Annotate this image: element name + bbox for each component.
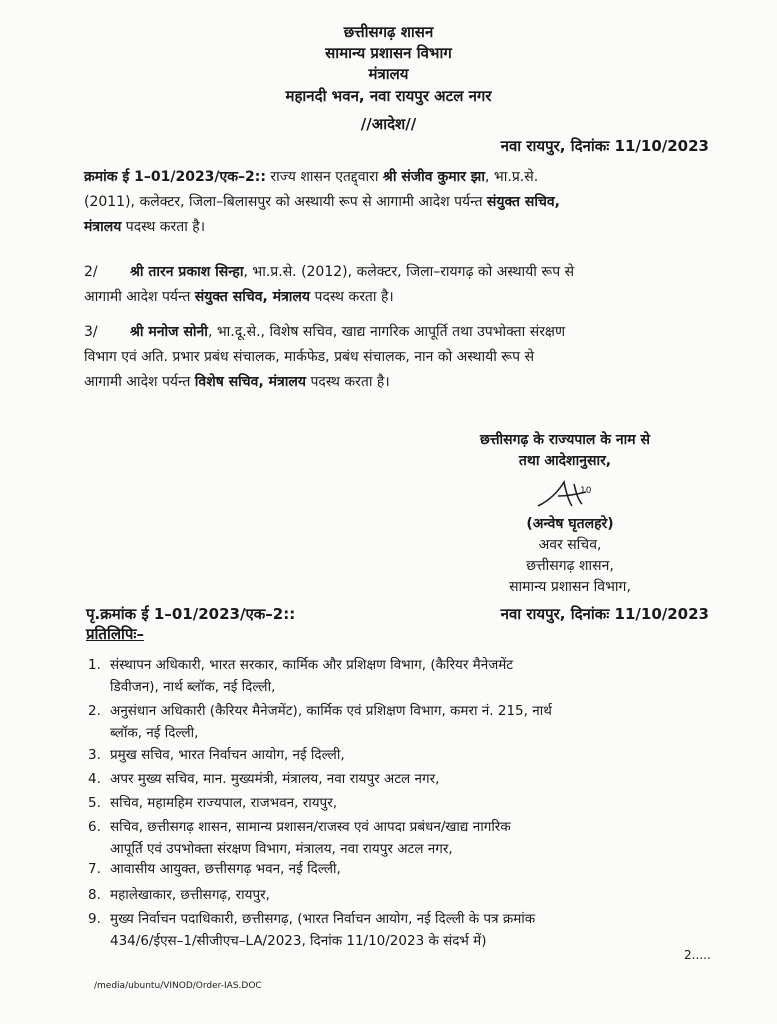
copy-to-heading: प्रतिलिपिः– [86, 625, 144, 643]
paragraph-text: (2011), कलेक्टर, जिला–बिलासपुर को अस्थायी रूप से आगामी आदेश पर्यन्त [84, 194, 487, 210]
order-paragraph-2 [84, 260, 714, 310]
list-text: प्रमुख सचिव, भारत निर्वाचन आयोग, नई दिल्ली, [110, 747, 345, 763]
paragraph-text: पदस्थ करता है। [121, 219, 206, 235]
officer-name: श्री तारन प्रकाश सिन्हा [130, 264, 244, 280]
list-number: 3. [88, 747, 101, 763]
list-text: आवासीय आयुक्त, छत्तीसगढ़ भवन, नई दिल्ली, [110, 861, 341, 877]
posting: संयुक्त सचिव, मंत्रालय [194, 289, 311, 305]
order-title: //आदेश// [360, 115, 417, 133]
paragraph-text: , भा.प्र.से. (2012), कलेक्टर, जिला–रायगढ़ को अस्थायी रूप से [243, 264, 575, 280]
paragraph-text: पदस्थ करता है। [310, 289, 394, 305]
signatory-designation: अवर सचिव, [538, 537, 602, 553]
endorsement-reference: पृ.क्रमांक ई 1–01/2023/एक–2:: [86, 605, 296, 623]
header-department: सामान्य प्रशासन विभाग [325, 44, 452, 62]
list-number: 8. [88, 887, 101, 903]
header-government: छत्तीसगढ़ शासन [343, 23, 434, 41]
list-text: डिवीजन), नार्थ ब्लॉक, नई दिल्ली, [110, 679, 276, 695]
list-text: महालेखाकार, छत्तीसगढ़, रायपुर, [110, 887, 270, 903]
header-address: महानदी भवन, नवा रायपुर अटल नगर [285, 87, 492, 105]
officer-name: श्री संजीव कुमार झा [382, 169, 486, 185]
signature-authority-line: छत्तीसगढ़ के राज्यपाल के नाम से [480, 432, 650, 448]
list-number: 2. [88, 703, 101, 719]
reference-number: क्रमांक ई 1–01/2023/एक–2:: [84, 169, 266, 185]
paragraph-text: आगामी आदेश पर्यन्त [84, 374, 195, 390]
paragraph-text: विभाग एवं अति. प्रभार प्रबंध संचालक, मार्कफेड, प्रबंध संचालक, नान को अस्थायी रूप से [84, 349, 535, 365]
signature-initial: 10 [580, 486, 592, 496]
paragraph-number: 3/ [84, 324, 98, 340]
paragraph-text: , भा.प्र.से. [485, 169, 539, 185]
order-date: नवा रायपुर, दिनांकः 11/10/2023 [500, 137, 709, 155]
order-paragraph-3 [84, 320, 714, 395]
copy-list [88, 654, 728, 954]
signature-authority-line: तथा आदेशानुसार, [518, 453, 612, 469]
list-text: संस्थापन अधिकारी, भारत सरकार, कार्मिक और प्रशिक्षण विभाग, (कैरियर मैनेजमेंट [110, 657, 514, 673]
list-text: सचिव, महामहिम राज्यपाल, राजभवन, रायपुर, [110, 795, 338, 811]
list-text: अपर मुख्य सचिव, मान. मुख्यमंत्री, मंत्रालय, नवा रायपुर अटल नगर, [110, 771, 440, 787]
list-text: अनुसंधान अधिकारी (कैरियर मैनेजमेंट), कार्मिक एवं प्रशिक्षण विभाग, कमरा नं. 215, नार्थ [110, 703, 552, 719]
signatory-designation: छत्तीसगढ़ शासन, [526, 558, 614, 574]
header-ministry: मंत्रालय [368, 65, 409, 83]
list-text: आपूर्ति एवं उपभोक्ता संरक्षण विभाग, मंत्रालय, नवा रायपुर अटल नगर, [110, 841, 453, 857]
posting: मंत्रालय [84, 219, 122, 235]
paragraph-text: आगामी आदेश पर्यन्त [84, 289, 195, 305]
list-text: ब्लॉक, नई दिल्ली, [110, 725, 199, 741]
endorsement-date: नवा रायपुर, दिनांकः 11/10/2023 [500, 605, 709, 623]
signatory-details [470, 514, 670, 598]
list-text: 434/6/ईएस–1/सीजीएच–LA/2023, दिनांक 11/10/2023 के संदर्भ में) [110, 933, 487, 949]
list-number: 1. [88, 657, 101, 673]
paragraph-text: , भा.दू.से., विशेष सचिव, खाद्य नागरिक आपूर्ति तथा उपभोक्ता संरक्षण [207, 324, 566, 340]
list-text: सचिव, छत्तीसगढ़ शासन, सामान्य प्रशासन/राजस्व एवं आपदा प्रबंधन/खाद्य नागरिक [110, 819, 511, 835]
list-number: 9. [88, 911, 101, 927]
list-number: 4. [88, 771, 101, 787]
page-continuation: 2..... [684, 948, 711, 962]
signatory-designation: सामान्य प्रशासन विभाग, [509, 579, 631, 595]
posting: संयुक्त सचिव, [486, 194, 560, 210]
signature-block [420, 430, 710, 472]
paragraph-text: राज्य शासन एतद्द्वारा [265, 169, 383, 185]
order-paragraph-1 [84, 165, 714, 240]
paragraph-text: पदस्थ करता है। [306, 374, 390, 390]
file-path-footer: /media/ubuntu/VINOD/Order-IAS.DOC [94, 981, 262, 991]
list-number: 5. [88, 795, 101, 811]
list-number: 7. [88, 861, 101, 877]
list-number: 6. [88, 819, 101, 835]
handwritten-signature [528, 474, 608, 514]
officer-name: श्री मनोज सोनी [130, 324, 208, 340]
list-text: मुख्य निर्वाचन पदाधिकारी, छत्तीसगढ़, (भारत निर्वाचन आयोग, नई दिल्ली के पत्र क्रमांक [110, 911, 536, 927]
signatory-name: (अन्वेष घृतलहरे) [526, 516, 614, 532]
posting: विशेष सचिव, मंत्रालय [194, 374, 306, 390]
paragraph-number: 2/ [84, 264, 98, 280]
